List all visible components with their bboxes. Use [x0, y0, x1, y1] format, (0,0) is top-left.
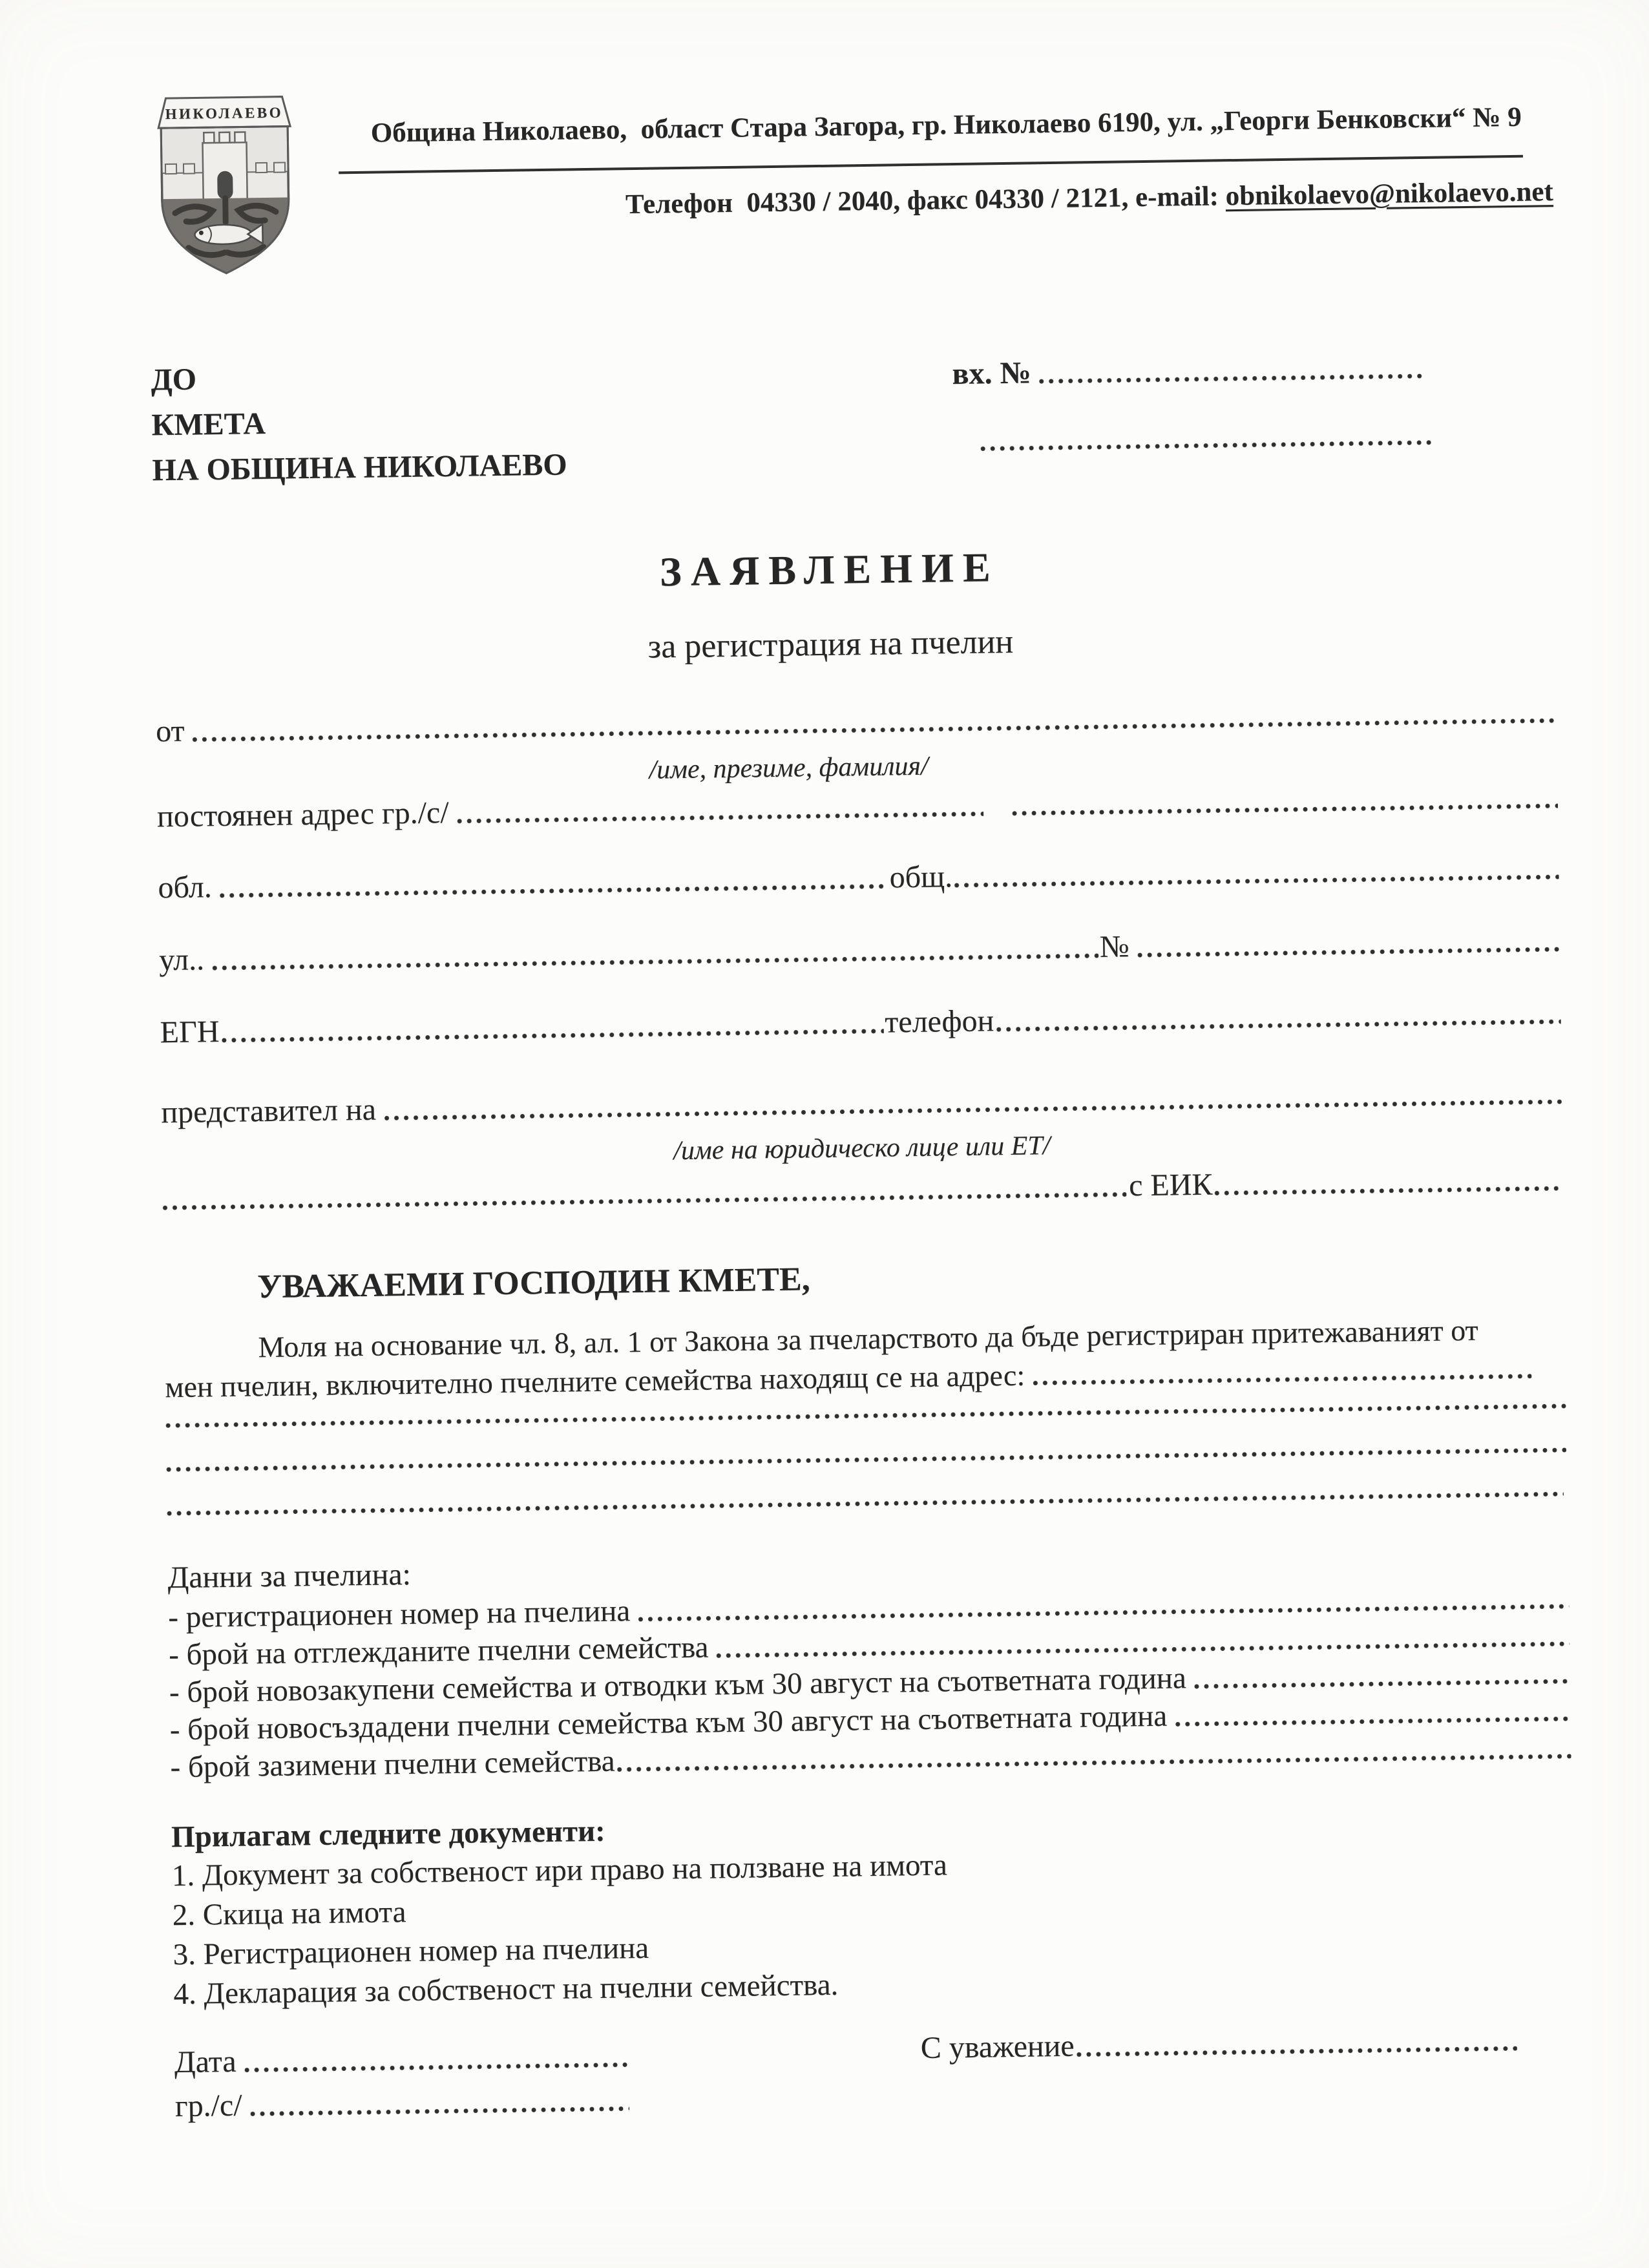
- apiary-item-2: - брой новозакупени семейства и отводки към 30 август на съответната година: [169, 1661, 1187, 1710]
- letterhead-line2: [346, 176, 1554, 224]
- street-number-label: №: [1099, 929, 1130, 965]
- document-item-0: 1. Документ за собственост ири право на ползване на имота: [171, 1848, 948, 1893]
- apiary-item-4-dots: [617, 1754, 1571, 1772]
- recipient-mayor: КМЕТА: [151, 406, 266, 443]
- signature-field-dots: [1077, 2046, 1517, 2057]
- letterhead-divider: [339, 155, 1523, 174]
- regards-label: С уважение: [920, 2028, 1075, 2066]
- street-field-dots: [212, 953, 1098, 971]
- representative-row: [161, 1076, 1564, 1129]
- street-number-field-dots: [1137, 947, 1560, 958]
- municipality-coat-of-arms: [143, 89, 306, 279]
- recipient-to: ДО: [151, 362, 197, 397]
- from-field-dots: [193, 718, 1557, 742]
- entry-number-row: [952, 351, 1424, 391]
- from-row: [156, 695, 1559, 748]
- name-hint: /име, презиме, фамилия/: [649, 751, 929, 785]
- eik-label: с ЕИК: [1128, 1167, 1213, 1203]
- regards-row: [920, 2023, 1518, 2065]
- eik-row: [162, 1163, 1565, 1216]
- egn-field-dots: [222, 1029, 884, 1043]
- apiary-item-1-dots: [717, 1641, 1570, 1658]
- district-field-dots: [220, 883, 888, 898]
- street-label: ул..: [158, 942, 205, 978]
- entry-number-label: вх. №: [952, 355, 1032, 392]
- apiary-item-0-dots: [638, 1604, 1569, 1622]
- date-label: Дата: [174, 2044, 236, 2080]
- apiary-item-1: - брой на отглежданите пчелни семейства: [168, 1630, 709, 1672]
- apiary-item-0: - регистрационен номер на пчелина: [167, 1594, 631, 1635]
- entry-number-field-dots: [1039, 373, 1423, 384]
- municipality-label: общ.: [889, 859, 953, 895]
- phone-field-dots: [996, 1019, 1560, 1032]
- request-line2: мен пчелин, включително пчелните семейства находящ се на адрес:: [165, 1358, 1025, 1404]
- letterhead-contacts: Телефон 04330 / 2040, факс 04330 / 2121, e-mail:: [625, 181, 1226, 220]
- place-label: гр./с/: [174, 2088, 242, 2124]
- apiary-item-3-dots: [1175, 1716, 1570, 1727]
- address-field-dots-1: [457, 811, 983, 823]
- date-field-dots: [244, 2062, 629, 2072]
- address-continuation-dots-3: [167, 1491, 1564, 1516]
- district-label: обл.: [158, 870, 213, 905]
- apiary-item-2-dots: [1194, 1679, 1570, 1689]
- address-field-dots-2: [1012, 803, 1558, 816]
- permanent-address-label: постоянен адрес гр./с/: [156, 795, 449, 834]
- place-row: [175, 2083, 631, 2123]
- salutation: УВАЖАЕМИ ГОСПОДИН КМЕТЕ,: [257, 1261, 811, 1306]
- request-line1: Моля на основание чл. 8, ал. 1 от Закона за пчеларството да бъде регистриран притежаваният от: [258, 1313, 1478, 1364]
- legal-entity-hint: /име на юридическо лице или ЕТ/: [673, 1131, 1051, 1166]
- logo-banner-text: НИКОЛАЕВО: [165, 104, 284, 123]
- entity-name-field-dots: [162, 1192, 1126, 1210]
- place-field-dots: [250, 2106, 629, 2116]
- recipient-municipality: НА ОБЩИНА НИКОЛАЕВО: [152, 447, 568, 488]
- address-continuation-dots-2: [166, 1447, 1566, 1472]
- apiary-item-4: - брой зазимени пчелни семейства: [170, 1744, 615, 1785]
- phone-label: телефон: [884, 1003, 994, 1040]
- documents-heading: Прилагам следните документи:: [171, 1814, 606, 1854]
- street-row: [159, 924, 1562, 977]
- address-continuation-dots-1: [165, 1403, 1569, 1428]
- apiary-item-3: - брой новосъздадени пчелни семейства към 30 август на съответната година: [169, 1699, 1168, 1747]
- letterhead-email: obnikolaevo@nikolaevo.net: [1225, 176, 1554, 212]
- from-label: от: [155, 713, 185, 749]
- representative-field-dots: [384, 1099, 1562, 1120]
- document-subtitle: за регистрация на пчелин: [647, 623, 1014, 666]
- eik-field-dots: [1215, 1186, 1564, 1196]
- document-item-3: 4. Декларация за собственост на пчелни семейства.: [173, 1968, 839, 2011]
- egn-phone-row: [160, 996, 1562, 1049]
- representative-label: представител на: [161, 1092, 377, 1130]
- apiary-heading: Данни за пчелина:: [167, 1557, 412, 1595]
- egn-label: ЕГН: [160, 1014, 220, 1050]
- document-title: ЗАЯВЛЕНИЕ: [659, 544, 1000, 595]
- district-municipality-row: [158, 852, 1560, 905]
- letterhead-line1: Община Николаево, област Стара Загора, гр. Николаево 6190, ул. „Георги Бенковски“ № 9: [370, 101, 1522, 149]
- municipality-field-dots: [954, 874, 1559, 888]
- address-continuation-dots-0: [1033, 1373, 1531, 1385]
- date-row: [174, 2039, 631, 2079]
- document-item-2: 3. Регистрационен номер на пчелина: [173, 1931, 649, 1972]
- entry-date-field-dots: [980, 440, 1434, 452]
- document-item-1: 2. Скица на имота: [172, 1895, 406, 1933]
